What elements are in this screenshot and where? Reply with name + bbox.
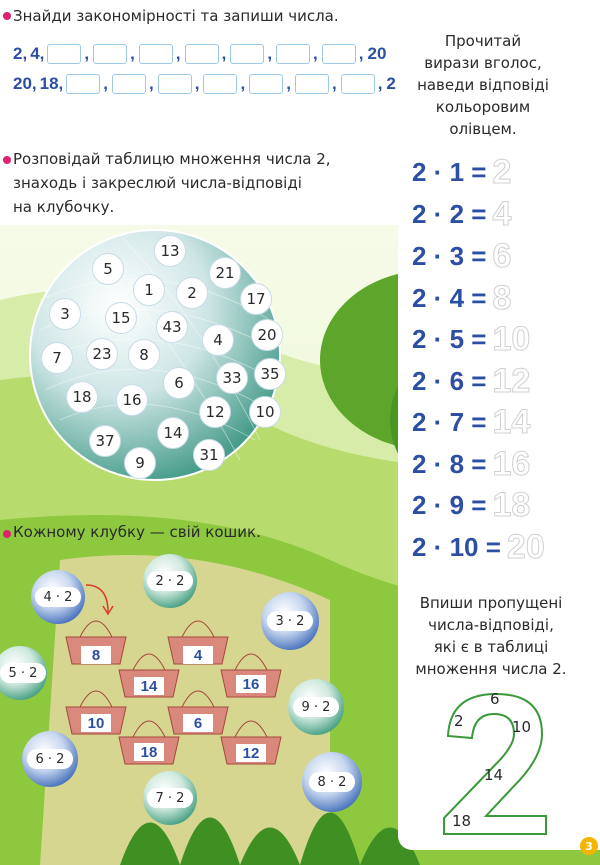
ball-label[interactable]: 7 · 2: [147, 788, 193, 808]
expression: 2 · 6 =: [412, 365, 487, 396]
yarn-number[interactable]: 12: [199, 396, 231, 428]
task1-bullet: [3, 12, 11, 20]
yarn-number[interactable]: 15: [105, 302, 137, 334]
yarn-number[interactable]: 9: [124, 447, 156, 479]
trace-answer[interactable]: 20: [506, 527, 545, 566]
expression: 2 · 7 =: [412, 406, 487, 437]
expression: 2 · 8 =: [412, 448, 487, 479]
expression-row: [412, 278, 512, 317]
task2-title-line2: знаходь і закреслюй числа-відповіді: [13, 174, 302, 192]
expression: 2 · 3 =: [412, 240, 487, 271]
right-instruction-1: [398, 30, 568, 140]
blank-input[interactable]: [249, 74, 283, 94]
instr-line: множення числа 2.: [415, 660, 567, 678]
yarn-number[interactable]: 20: [251, 319, 283, 351]
seq-num: 18,: [39, 74, 64, 93]
yarn-number[interactable]: 43: [156, 311, 188, 343]
blank-input[interactable]: [322, 44, 356, 64]
expression-row: [412, 194, 512, 233]
ball-label[interactable]: 3 · 2: [267, 611, 313, 631]
instr-line: кольоровим: [435, 98, 531, 116]
blank-input[interactable]: [230, 44, 264, 64]
right-instruction-2: [406, 592, 576, 680]
yarn-number[interactable]: 10: [249, 396, 281, 428]
expression-row: [412, 402, 531, 441]
expression-row: [412, 236, 512, 275]
trace-answer[interactable]: 18: [492, 485, 531, 524]
yarn-number[interactable]: 18: [66, 381, 98, 413]
blank-input[interactable]: [93, 44, 127, 64]
blank-input[interactable]: [158, 74, 192, 94]
yarn-number[interactable]: 4: [202, 324, 234, 356]
yarn-number[interactable]: 21: [209, 257, 241, 289]
task3-title: Кожному клубку — свій кошик.: [13, 523, 261, 541]
trace-answer[interactable]: 4: [492, 194, 512, 233]
task2-title-line3: на клубочку.: [13, 198, 115, 216]
blank-input[interactable]: [203, 74, 237, 94]
blank-input[interactable]: [276, 44, 310, 64]
yarn-number[interactable]: 13: [154, 235, 186, 267]
trace-answer[interactable]: 12: [492, 361, 531, 400]
trace-answer[interactable]: 10: [492, 319, 531, 358]
sequence-row-1: 2, 4, , , , , , , , 20: [13, 44, 387, 63]
yarn-number[interactable]: 35: [254, 358, 286, 390]
expression-row: [412, 485, 531, 524]
yarn-number[interactable]: 2: [176, 277, 208, 309]
yarn-number[interactable]: 1: [133, 274, 165, 306]
expression-row: [412, 361, 531, 400]
trace-answer[interactable]: 6: [492, 236, 512, 275]
blank-input[interactable]: [139, 44, 173, 64]
instr-line: олівцем.: [449, 120, 517, 138]
seq-num: 2: [386, 74, 396, 93]
task2-title-line1: Розповідай таблицю множення числа 2,: [13, 150, 331, 168]
instr-line: Впиши пропущені: [419, 594, 563, 612]
instr-line: наведи відповіді: [417, 76, 549, 94]
seq-num: 20,: [13, 74, 37, 93]
big-two-number: 2: [454, 712, 464, 730]
yarn-number[interactable]: 16: [116, 384, 148, 416]
instr-line: які є в таблиці: [433, 638, 549, 656]
instr-line: Прочитай: [444, 32, 522, 50]
expression-row: [412, 152, 512, 191]
task1-title: Знайди закономірності та запиши числа.: [13, 7, 339, 25]
yarn-number[interactable]: 37: [89, 425, 121, 457]
blank-input[interactable]: [185, 44, 219, 64]
big-two-number: 10: [512, 718, 532, 736]
expression: 2 · 2 =: [412, 198, 487, 229]
expression: 2 · 4 =: [412, 282, 487, 313]
big-two-number: 18: [452, 812, 472, 830]
instr-line: вирази вголос,: [424, 54, 542, 72]
blank-input[interactable]: [341, 74, 375, 94]
basket-label[interactable]: 18: [134, 743, 164, 761]
basket-label[interactable]: 4: [183, 646, 213, 664]
yarn-number[interactable]: 8: [128, 339, 160, 371]
yarn-number[interactable]: 3: [49, 298, 81, 330]
instr-line: числа-відповіді,: [428, 616, 554, 634]
seq-num: 20: [367, 44, 387, 63]
expression-row: [412, 444, 531, 483]
basket-label[interactable]: 16: [236, 675, 266, 693]
ball-label[interactable]: 8 · 2: [309, 772, 355, 792]
big-two-number: 14: [484, 766, 504, 784]
big-two-outline: [430, 688, 560, 836]
seq-num: 2,: [13, 44, 28, 63]
trace-answer[interactable]: 8: [492, 278, 512, 317]
yarn-number[interactable]: 31: [193, 439, 225, 471]
ball-label[interactable]: 9 · 2: [293, 697, 339, 717]
yarn-number[interactable]: 17: [240, 283, 272, 315]
task2-bullet: [3, 156, 11, 164]
expression: 2 · 1 =: [412, 156, 487, 187]
seq-num: 4,: [30, 44, 45, 63]
basket-label[interactable]: 6: [183, 714, 213, 732]
page-number: 3: [580, 837, 598, 855]
expression: 2 · 10 =: [412, 531, 501, 562]
yarn-number[interactable]: 6: [163, 367, 195, 399]
ball-label[interactable]: 5 · 2: [0, 663, 46, 683]
expression: 2 · 5 =: [412, 323, 487, 354]
expression-row: [412, 319, 531, 358]
yarn-number[interactable]: 14: [157, 417, 189, 449]
basket-label[interactable]: 8: [81, 646, 111, 664]
trace-answer[interactable]: 14: [492, 402, 531, 441]
trace-answer[interactable]: 16: [492, 444, 531, 483]
ball-label[interactable]: 6 · 2: [27, 749, 73, 769]
trace-answer[interactable]: 2: [492, 152, 512, 191]
basket-label[interactable]: 14: [134, 677, 164, 695]
task3-bullet: [3, 530, 11, 538]
blank-input[interactable]: [47, 44, 81, 64]
expression-row: [412, 527, 545, 566]
ball-label[interactable]: 4 · 2: [35, 587, 81, 607]
blank-input[interactable]: [66, 74, 100, 94]
blank-input[interactable]: [112, 74, 146, 94]
basket-label[interactable]: 12: [236, 744, 266, 762]
yarn-number[interactable]: 23: [86, 338, 118, 370]
basket-label[interactable]: 10: [81, 714, 111, 732]
sequence-row-2: 20, 18, , , , , , , , 2: [13, 74, 396, 93]
big-two-number: 6: [490, 690, 500, 708]
blank-input[interactable]: [295, 74, 329, 94]
yarn-number[interactable]: 5: [92, 253, 124, 285]
expression: 2 · 9 =: [412, 489, 487, 520]
yarn-number[interactable]: 7: [41, 342, 73, 374]
yarn-number[interactable]: 33: [216, 362, 248, 394]
ball-label[interactable]: 2 · 2: [147, 571, 193, 591]
